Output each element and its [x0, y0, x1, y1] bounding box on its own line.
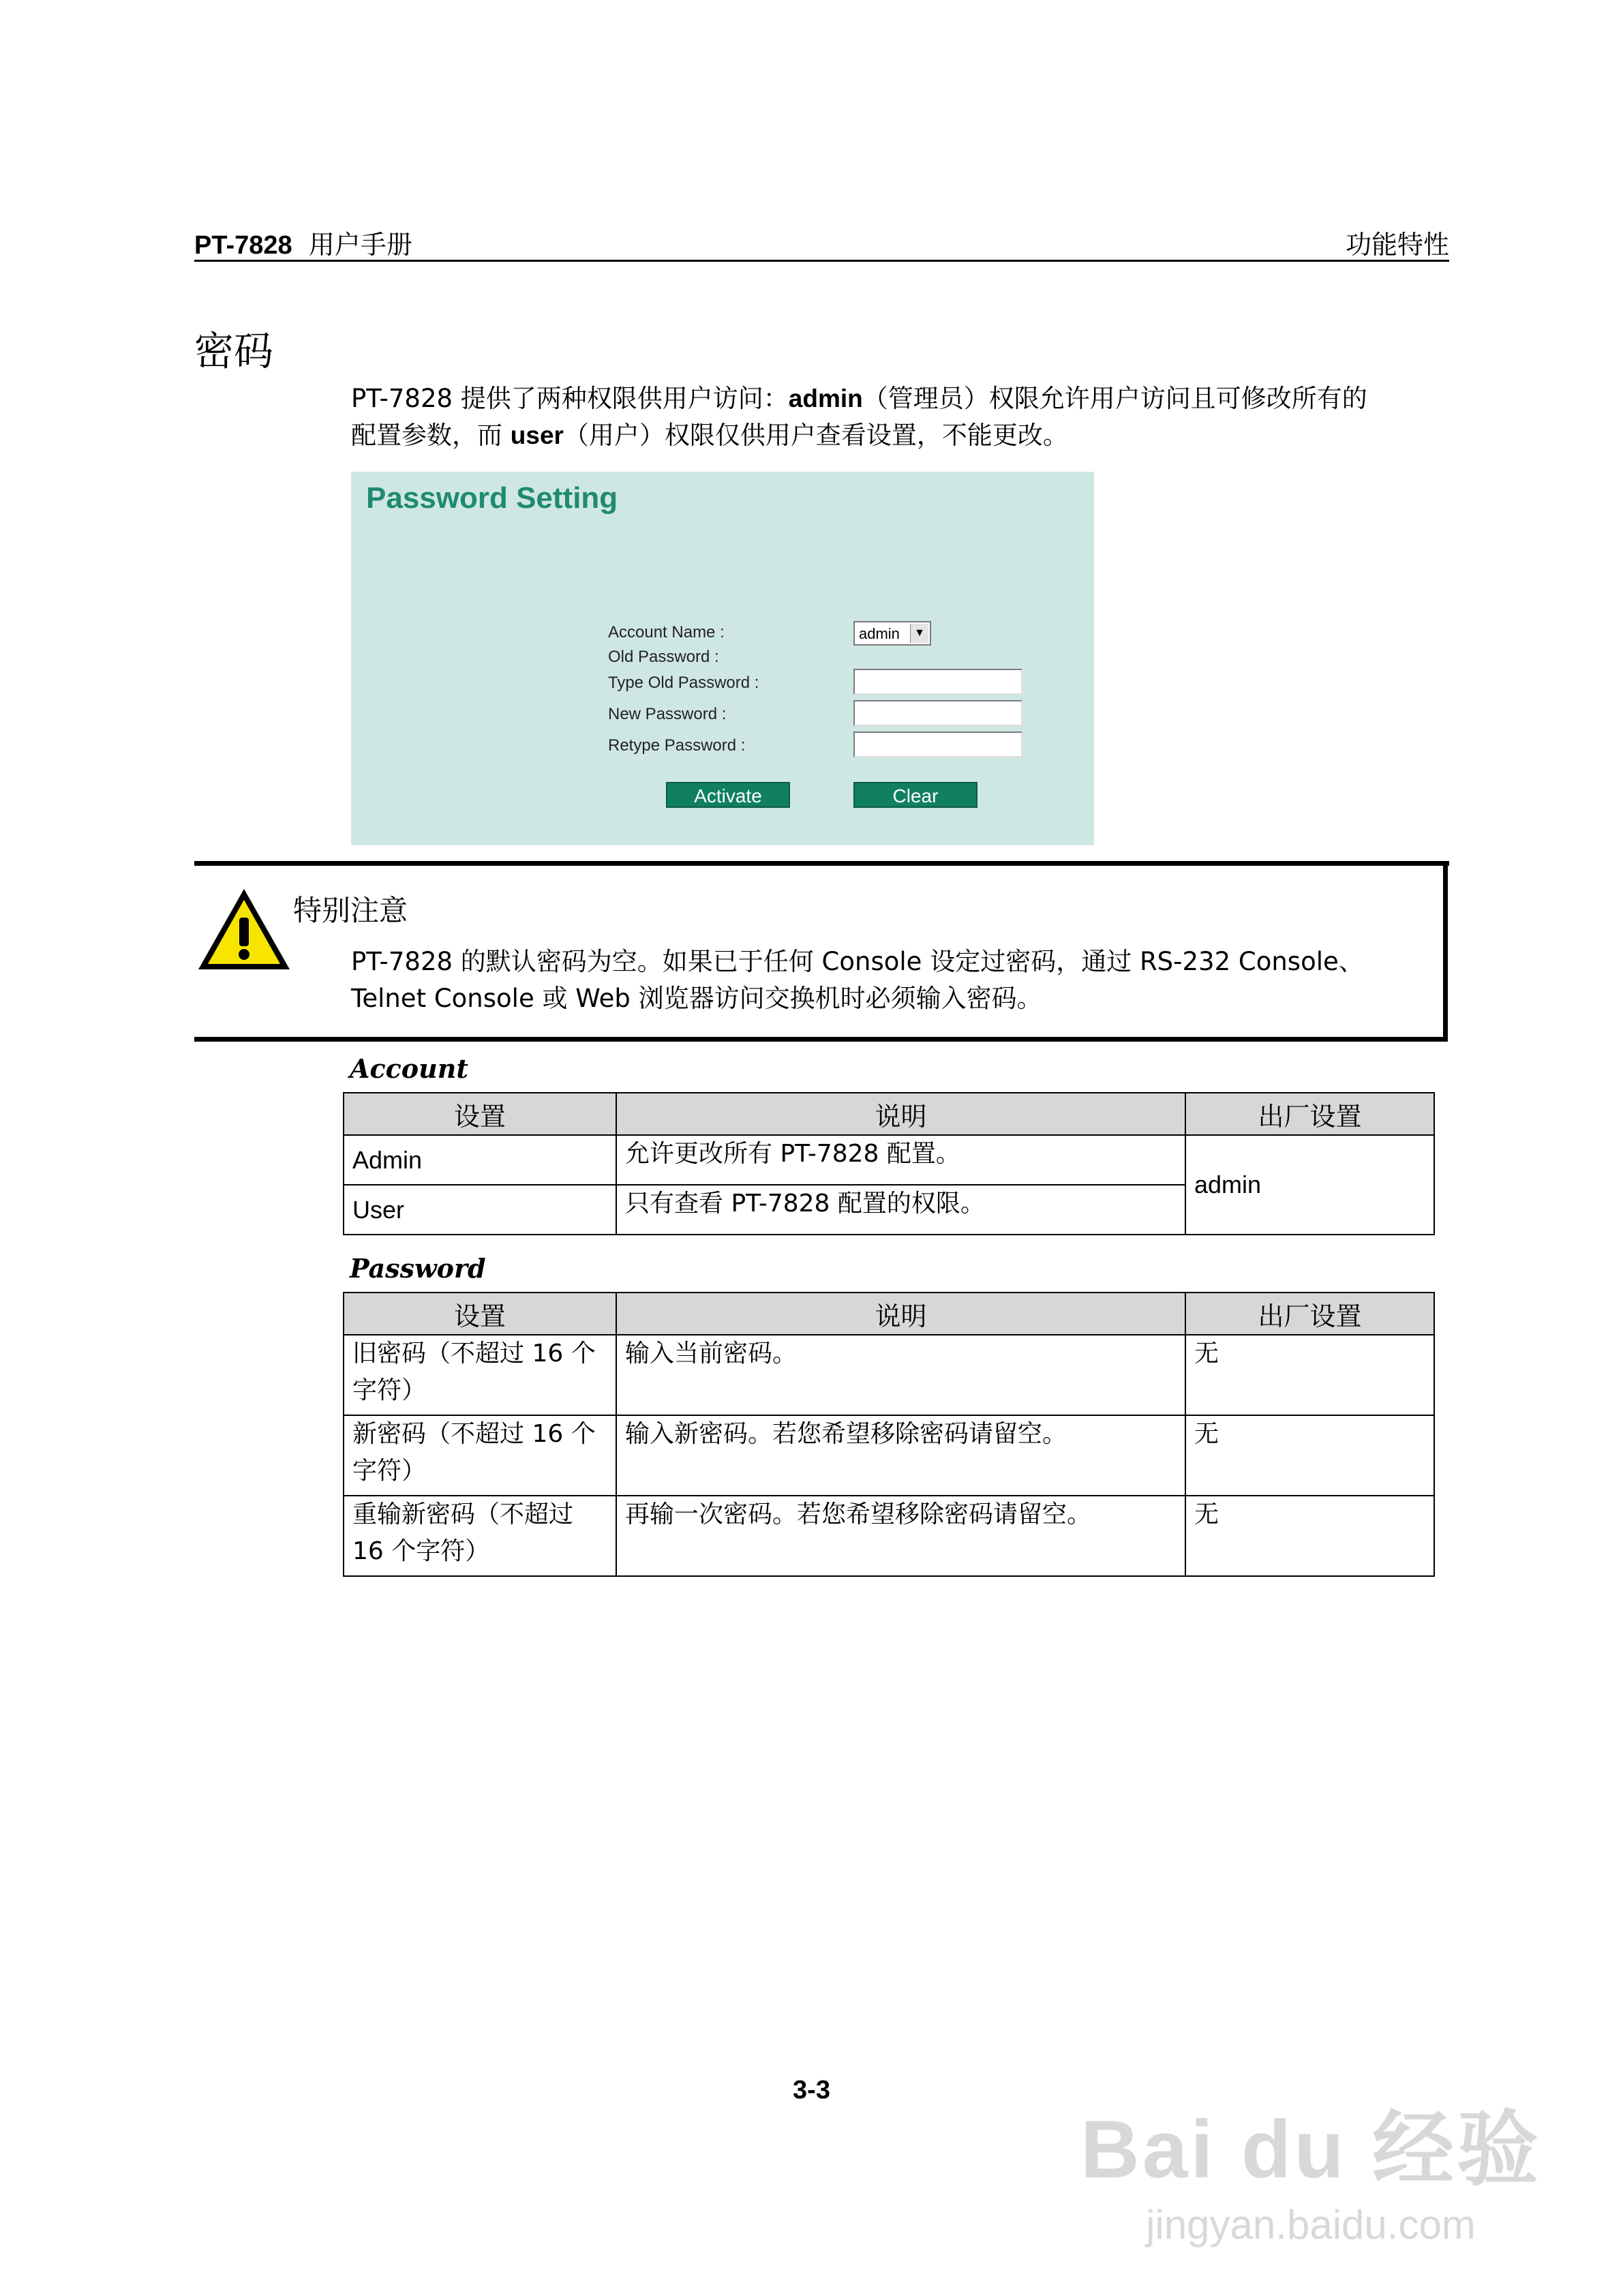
table-cell: 再输一次密码。若您希望移除密码请留空。: [616, 1496, 1185, 1576]
table-cell: User: [344, 1185, 616, 1235]
password-table-caption: Password: [350, 1253, 486, 1284]
table-cell: 无: [1185, 1415, 1434, 1496]
page-number: 3-3: [793, 2076, 830, 2104]
retype-password-label: Retype Password :: [608, 736, 746, 755]
warning-triangle-icon: [194, 885, 294, 973]
header-title: [194, 224, 412, 261]
table-cell: 无: [1185, 1335, 1434, 1415]
password-table: [343, 1292, 1435, 1577]
table-header: 设置: [344, 1293, 616, 1335]
table-cell: Admin: [344, 1135, 616, 1185]
password-setting-panel: [351, 472, 1094, 845]
watermark-brand: Bai du 经验: [1080, 2104, 1541, 2195]
table-header: 出厂设置: [1185, 1293, 1434, 1335]
table-header: 说明: [616, 1093, 1185, 1135]
table-header: 出厂设置: [1185, 1093, 1434, 1135]
type-old-password-input[interactable]: [853, 669, 1022, 695]
table-cell: 允许更改所有 PT-7828 配置。: [616, 1135, 1185, 1185]
activate-button[interactable]: Activate: [666, 782, 790, 808]
table-header: 设置: [344, 1093, 616, 1135]
header-model: PT-7828: [194, 231, 292, 260]
table-cell: 新密码（不超过 16 个字符）: [344, 1415, 616, 1496]
account-name-label: Account Name :: [608, 623, 725, 641]
table-cell: admin: [1185, 1135, 1434, 1235]
new-password-input[interactable]: [853, 700, 1022, 726]
panel-title: Password Setting: [366, 481, 618, 515]
old-password-label: Old Password :: [608, 648, 719, 666]
section-title: 密码: [194, 328, 274, 374]
account-name-value: admin: [859, 625, 900, 642]
watermark: [1080, 2084, 1541, 2248]
header-section: 功能特性: [1345, 230, 1449, 260]
account-name-select[interactable]: [853, 621, 931, 646]
retype-password-input[interactable]: [853, 731, 1022, 757]
table-cell: 旧密码（不超过 16 个字符）: [344, 1335, 616, 1415]
table-header: 说明: [616, 1293, 1185, 1335]
account-table: [343, 1092, 1435, 1235]
watermark-url: jingyan.baidu.com: [1146, 2202, 1476, 2248]
type-old-password-label: Type Old Password :: [608, 674, 759, 692]
table-cell: 无: [1185, 1496, 1434, 1576]
table-cell: 重输新密码（不超过 16 个字符）: [344, 1496, 616, 1576]
table-cell: 输入新密码。若您希望移除密码请留空。: [616, 1415, 1185, 1496]
table-cell: 只有查看 PT-7828 配置的权限。: [616, 1185, 1185, 1235]
table-cell: 输入当前密码。: [616, 1335, 1185, 1415]
caution-top-rule: [194, 861, 1449, 866]
account-table-caption: Account: [350, 1053, 468, 1084]
chevron-down-icon: ▼: [910, 624, 928, 643]
header-rule: [194, 260, 1449, 262]
new-password-label: New Password :: [608, 705, 727, 723]
caution-text: PT-7828 的默认密码为空。如果已于任何 Console 设定过密码，通过 RS-232 Console、 Telnet Console 或 Web 浏览器访问交换机时必须输入密码。: [351, 947, 1364, 1013]
clear-button[interactable]: Clear: [853, 782, 977, 808]
caution-title: 特别注意: [293, 894, 408, 927]
intro-paragraph: PT-7828 提供了两种权限供用户访问：admin（管理员）权限允许用户访问且可修改所有的 配置参数，而 user（用户）权限仅供用户查看设置，不能更改。: [351, 384, 1367, 450]
header-manual: 用户手册: [308, 230, 412, 260]
